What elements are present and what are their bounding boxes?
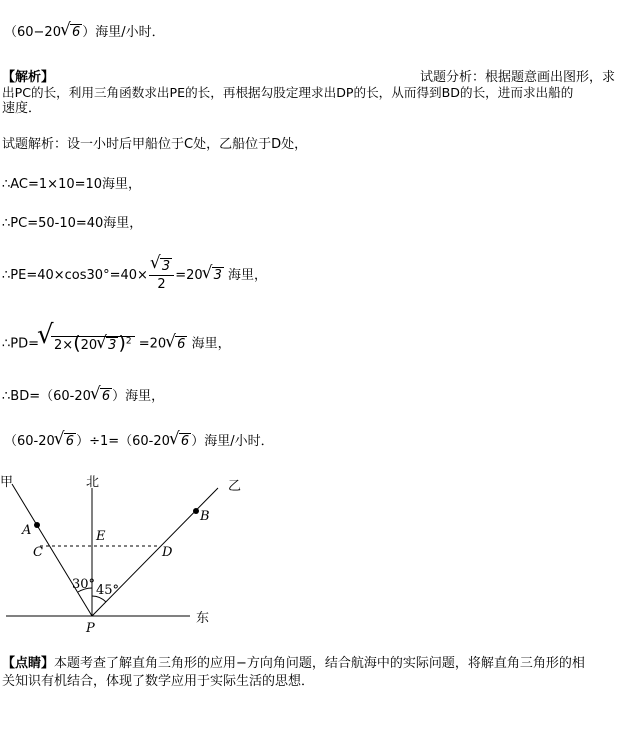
label-p: P — [86, 621, 95, 636]
comment-line-2: 关知识有机结合，体现了数学应用于实际生活的思想． — [2, 674, 315, 689]
label-bei: 北 — [86, 475, 100, 490]
solution-step-pd: ∴PD=√ 2×(20√ 3 )$^2$ =20√ 6 海里， — [2, 326, 231, 358]
label-angle-45: 45° — [96, 583, 120, 598]
label-b: B — [200, 509, 210, 524]
solution-step-speed: （60-20√ 6 ）÷1=（60-20√ 6 ）海里/小时． — [4, 433, 274, 451]
solution-step-pe: ∴PE=40×cos30°=40× √ $\frac{3}{2}$ =20√ 3 海里， — [2, 258, 267, 294]
analysis-line-2: 出PC的长，利用三角函数求出PE的长，再根据勾股定理求出DP的长，从而得到BD的长，进而求出船的 — [2, 85, 574, 100]
label-dong: 东 — [196, 611, 210, 626]
analysis-right: 试题分析：根据题意画出图形，求 — [420, 70, 616, 85]
comment-tag: 【点睛】 — [2, 656, 55, 671]
solution-step-bd: ∴BD=（60-20√ 6 ）海里， — [2, 388, 164, 406]
solution-step-pc: ∴PC=50-10=40海里， — [2, 216, 143, 231]
point-a — [34, 522, 40, 528]
analysis-line-3: 速度． — [2, 101, 42, 116]
label-jia: 甲 — [0, 475, 14, 490]
answer-post: ）海里/小时． — [82, 25, 165, 40]
direction-angle-diagram — [0, 470, 260, 640]
label-c: C — [33, 545, 43, 560]
point-b — [193, 508, 199, 514]
solution-step-ac: ∴AC=1×10=10海里， — [2, 177, 142, 192]
label-e: E — [96, 529, 106, 544]
fraction-sqrt3-over-2: √ $\frac{3}{2}$ — [149, 258, 174, 293]
label-a: A — [22, 523, 32, 538]
comment-line-1: 【点睛】本题考查了解直角三角形的应用−方向角问题，结合航海中的实际问题，将解直角三角形的相 — [2, 656, 585, 671]
analysis-tag: 【解析】 — [2, 70, 55, 85]
label-d: D — [162, 545, 173, 560]
sqrt-6: √ 6 — [61, 24, 82, 42]
sqrt-expression: √ 2×(20√ 3 )$^2$ — [39, 326, 135, 362]
label-angle-30: 30° — [72, 577, 96, 592]
label-yi: 乙 — [228, 479, 242, 494]
line-p-to-jia — [12, 484, 92, 616]
solution-intro: 试题解析：设一小时后甲船位于C处，乙船位于D处， — [2, 137, 308, 152]
answer-pre: （60−20 — [4, 25, 61, 40]
answer-line — [4, 24, 165, 42]
